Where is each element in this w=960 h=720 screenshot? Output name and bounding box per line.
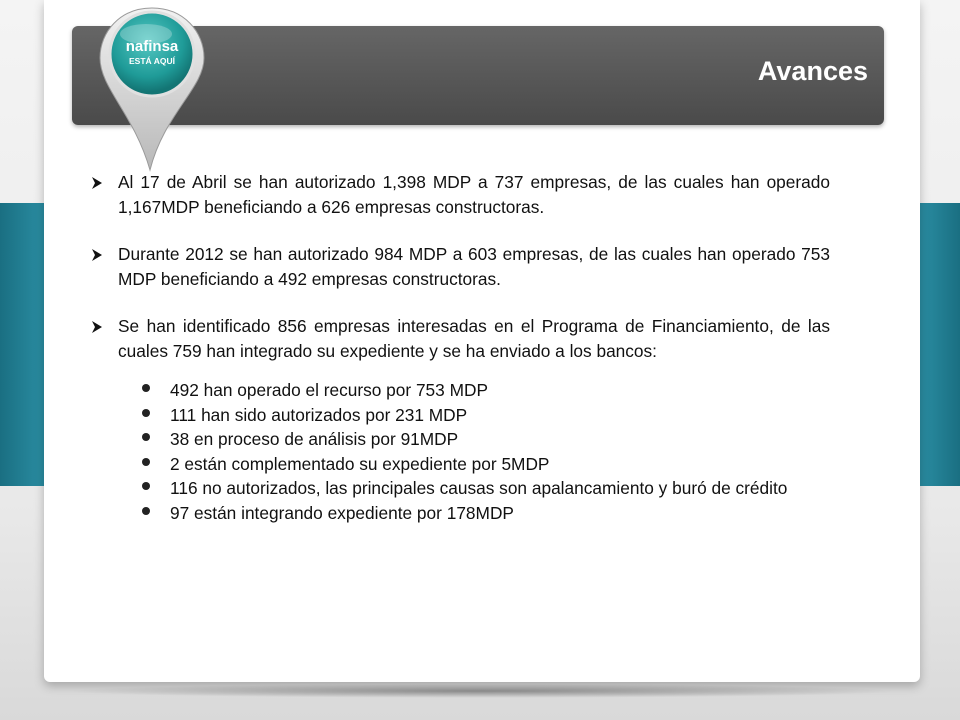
sub-bullet-item	[88, 378, 830, 403]
bullet-item	[88, 314, 830, 364]
bullet-item	[88, 170, 830, 220]
sub-bullet-item	[88, 427, 830, 452]
slide-content	[88, 170, 830, 525]
sub-bullet-text: 492 han operado el recurso por 753 MDP	[170, 380, 488, 400]
sub-bullet-text: 97 están integrando expediente por 178MDP	[170, 502, 514, 523]
right-accent-band	[920, 203, 960, 486]
dot-bullet-icon	[142, 458, 150, 466]
bullet-text: Durante 2012 se han autorizado 984 MDP a 603 empresas, de las cuales han operado 753 MDP beneficiando a 492 empresas constructoras.	[118, 244, 830, 289]
bullet-item	[88, 242, 830, 292]
sub-bullet-text: 116 no autorizados, las principales causas son apalancamiento y buró de crédito	[170, 478, 788, 498]
bullet-text: Al 17 de Abril se han autorizado 1,398 MDP a 737 empresas, de las cuales han operado 1,167MDP beneficiando a 626 empresas constructoras.	[118, 172, 830, 217]
dot-bullet-icon	[142, 507, 150, 515]
slide-title: Avances	[757, 56, 868, 86]
sub-bullet-item	[88, 452, 830, 477]
dot-bullet-icon	[142, 433, 150, 441]
logo-brand-text: nafinsa	[125, 38, 179, 55]
sub-bullet-text: 111 han sido autorizados por 231 MDP	[170, 404, 468, 425]
arrow-bullet-icon	[90, 248, 104, 262]
left-accent-band	[0, 203, 44, 486]
arrow-bullet-icon	[90, 176, 104, 190]
dot-bullet-icon	[142, 384, 150, 392]
sub-bullet-item	[88, 403, 830, 428]
sub-bullet-item	[88, 476, 830, 501]
dot-bullet-icon	[142, 482, 150, 490]
bullet-text: Se han identificado 856 empresas interesadas en el Programa de Financiamiento, de las cuales 759 han integrado su expediente y se ha enviado a los bancos:	[118, 316, 830, 361]
nafinsa-logo-pin	[94, 4, 210, 174]
logo-tagline-text: ESTÁ AQUÍ	[129, 56, 175, 66]
sub-bullet-list	[88, 378, 830, 525]
arrow-bullet-icon	[90, 320, 104, 334]
dot-bullet-icon	[142, 409, 150, 417]
sub-bullet-item	[88, 501, 830, 526]
sub-bullet-text: 38 en proceso de análisis por 91MDP	[170, 429, 459, 449]
sub-bullet-text: 2 están complementado su expediente por 5MDP	[170, 453, 550, 474]
card-shadow	[64, 684, 900, 698]
